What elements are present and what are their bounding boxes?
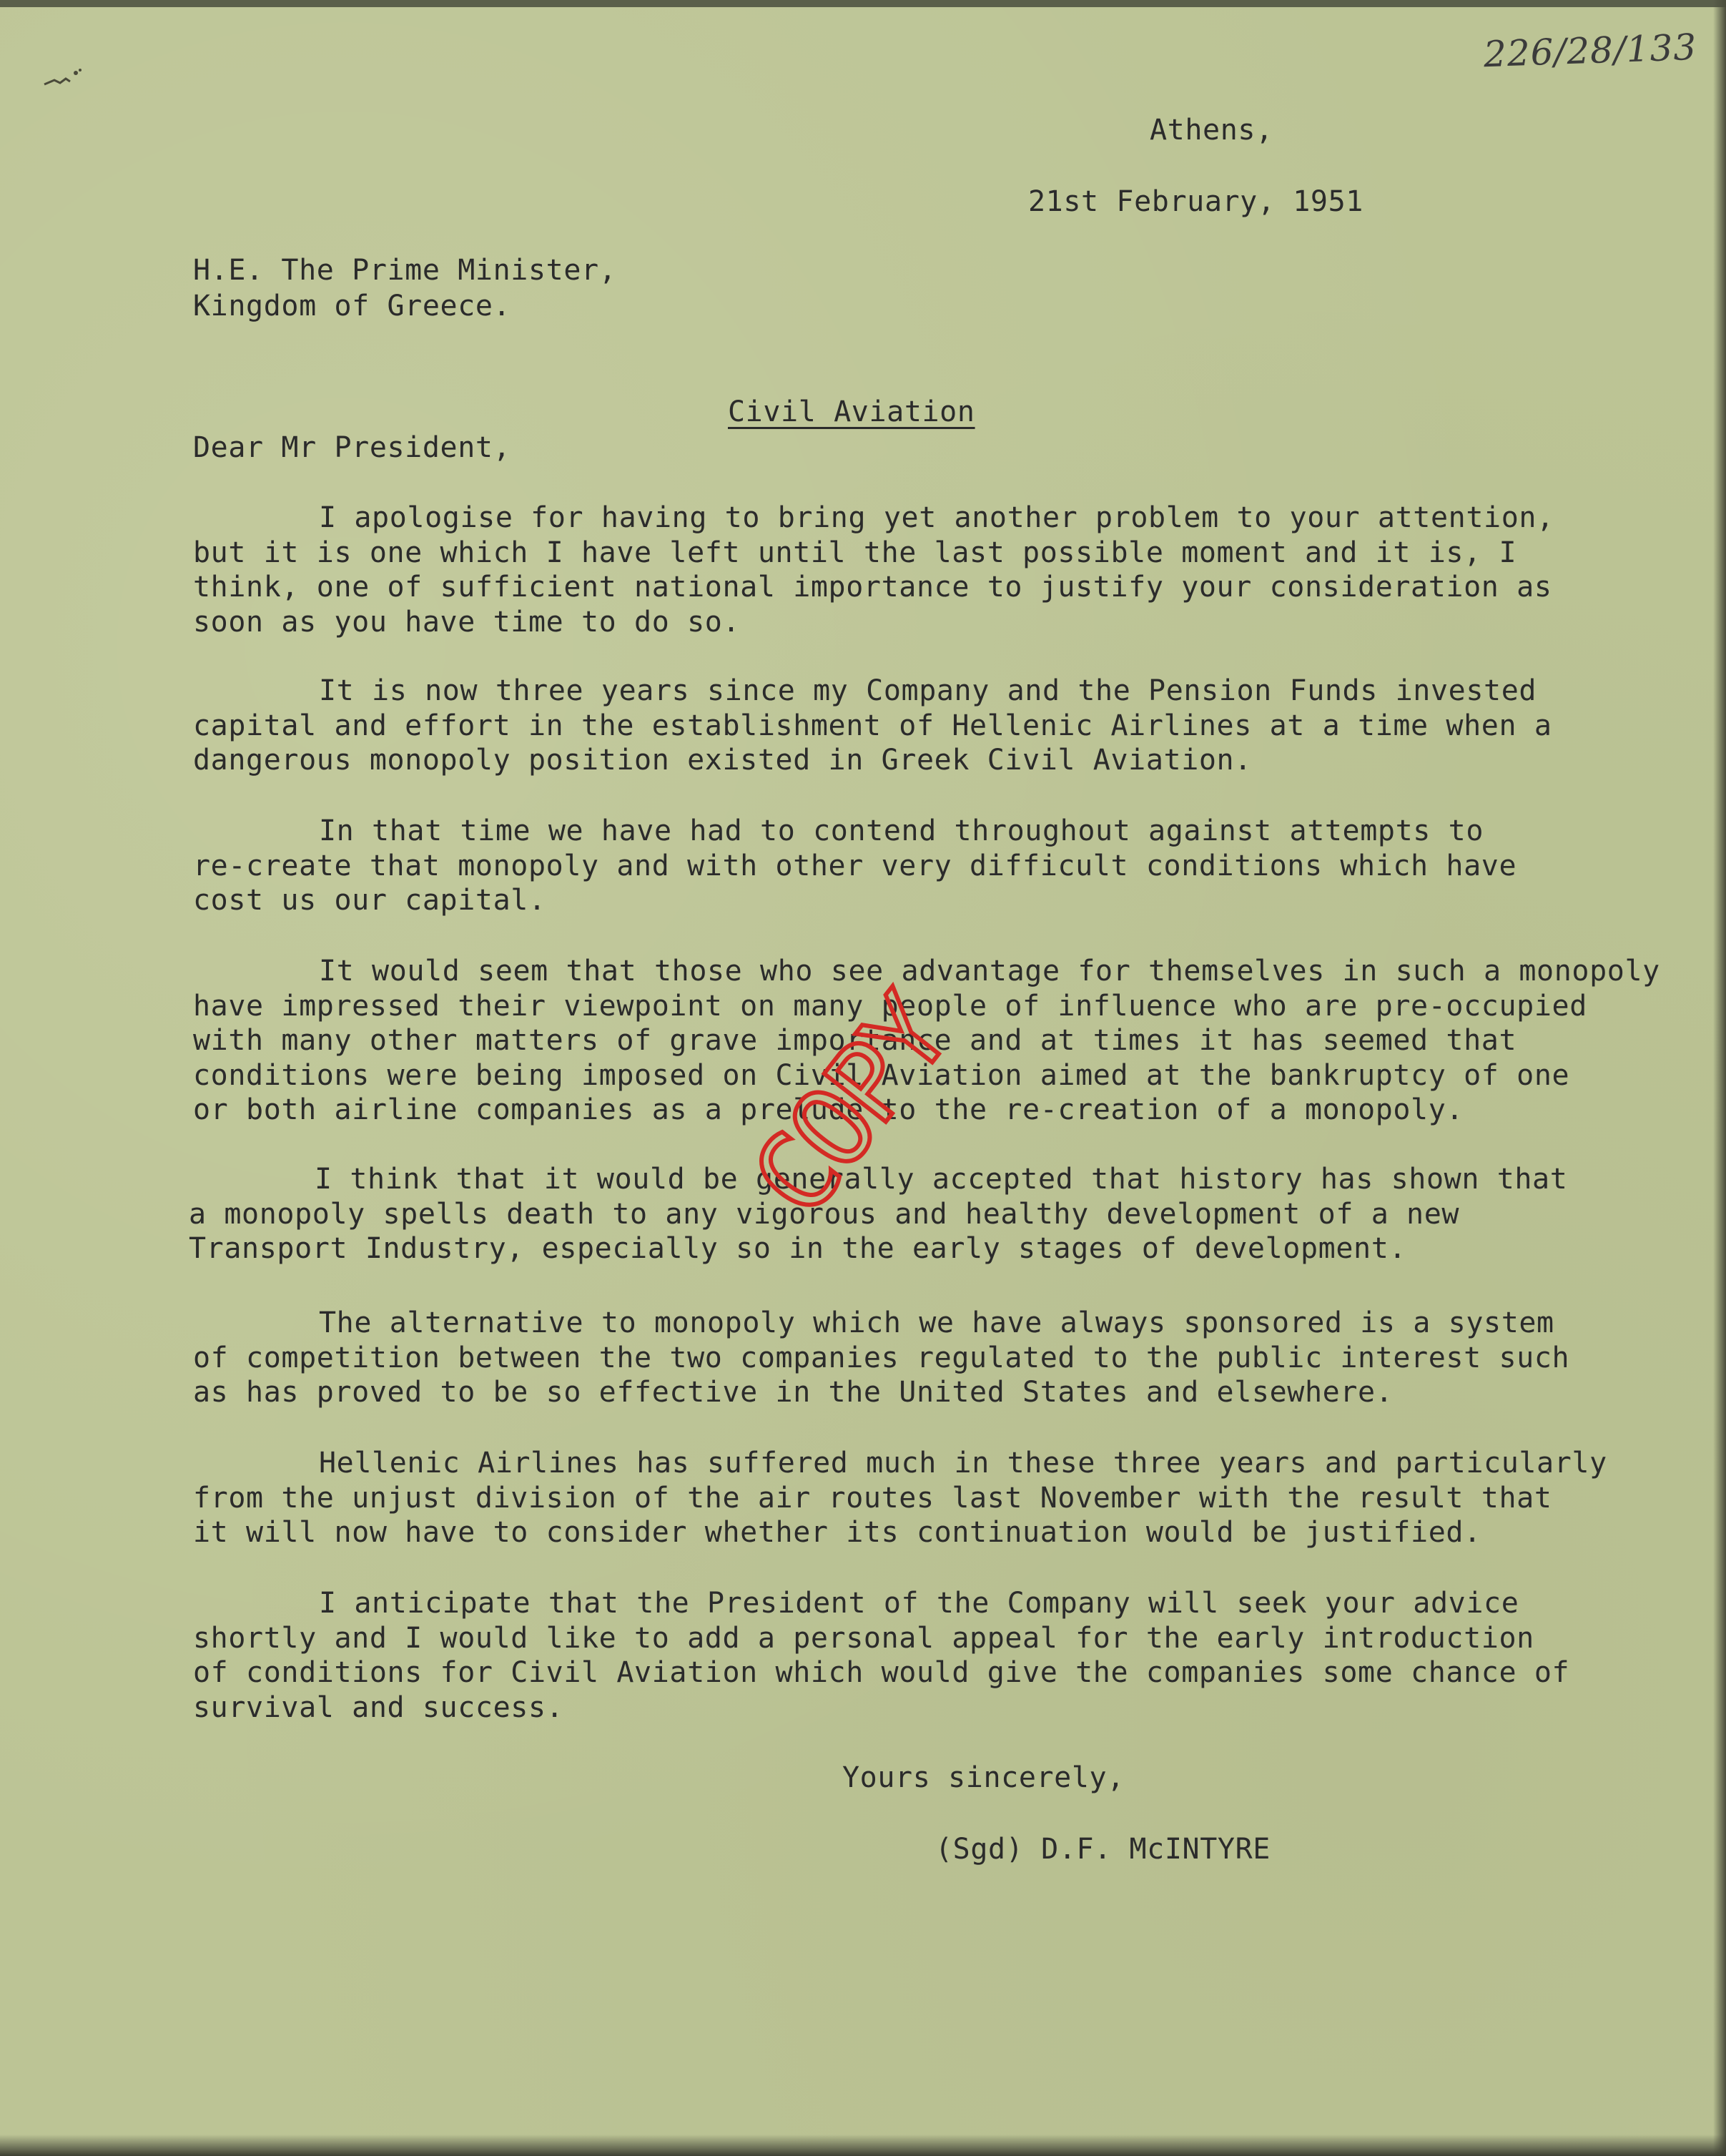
paragraph-line: dangerous monopoly position existed in Greek Civil Aviation. <box>193 744 1252 777</box>
paragraph-line: cost us our capital. <box>193 884 546 917</box>
paragraph-line: I think that it would be generally accepted that history has shown that <box>315 1163 1568 1196</box>
paragraph-1 <box>193 501 1702 639</box>
letter-date: 21st February, 1951 <box>1028 185 1363 218</box>
reference-number: 226/28/133 <box>1483 26 1698 76</box>
letter-signature: (Sgd) D.F. McINTYRE <box>935 1833 1271 1866</box>
scan-edge-right <box>1713 0 1726 2156</box>
ink-speck-icon <box>41 66 84 94</box>
copy-stamp-text: COPY <box>729 976 972 1239</box>
paragraph-line: I anticipate that the President of the Company will seek your advice <box>319 1587 1519 1620</box>
paragraph-line: have impressed their viewpoint on many people of influence who are pre-occupied <box>193 989 1587 1023</box>
paragraph-line: In that time we have had to contend throughout against attempts to <box>319 814 1484 847</box>
paragraph-2 <box>193 674 1702 778</box>
paragraph-line: of competition between the two companies regulated to the public interest such <box>193 1341 1570 1374</box>
paragraph-line: Transport Industry, especially so in the early stages of development. <box>189 1232 1407 1265</box>
paragraph-line: The alternative to monopoly which we have always sponsored is a system <box>319 1306 1554 1339</box>
paragraph-line: with many other matters of grave importance and at times it has seemed that <box>193 1024 1517 1057</box>
recipient-line-1: H.E. The Prime Minister, <box>193 254 617 287</box>
letter-place: Athens, <box>1150 114 1273 147</box>
scan-edge-top <box>0 0 1726 7</box>
paragraph-line: It would seem that those who see advantage for themselves in such a monopoly <box>319 955 1660 988</box>
paragraph-line: survival and success. <box>193 1690 564 1724</box>
letter-subject: Civil Aviation <box>728 395 975 428</box>
recipient-line-2: Kingdom of Greece. <box>193 290 511 323</box>
paragraph-8 <box>193 1586 1702 1725</box>
paragraph-line: of conditions for Civil Aviation which would give the companies some chance of <box>193 1656 1570 1689</box>
paragraph-line: soon as you have time to do so. <box>193 605 741 639</box>
paragraph-line: conditions were being imposed on Civil Aviation aimed at the bankruptcy of one <box>193 1058 1570 1092</box>
paragraph-line: shortly and I would like to add a personal appeal for the early introduction <box>193 1621 1534 1655</box>
paragraph-line: a monopoly spells death to any vigorous and healthy development of a new <box>189 1197 1460 1231</box>
paragraph-line: re-create that monopoly and with other very difficult conditions which have <box>193 849 1517 882</box>
paragraph-3 <box>193 814 1702 918</box>
paragraph-line: Hellenic Airlines has suffered much in these three years and particularly <box>319 1447 1607 1480</box>
paragraph-line: as has proved to be so effective in the United States and elsewhere. <box>193 1376 1394 1409</box>
paragraph-line: capital and effort in the establishment of Hellenic Airlines at a time when a <box>193 709 1552 742</box>
paragraph-line: think, one of sufficient national importance to justify your consideration as <box>193 571 1552 604</box>
paragraph-line: I apologise for having to bring yet another problem to your attention, <box>319 501 1554 534</box>
paragraph-line: It is now three years since my Company and the Pension Funds invested <box>319 674 1537 707</box>
paragraph-line: or both airline companies as a prelude to the re-creation of a monopoly. <box>193 1093 1464 1126</box>
paragraph-line: it will now have to consider whether its continuation would be justified. <box>193 1516 1481 1549</box>
paragraph-line: but it is one which I have left until the last possible moment and it is, I <box>193 536 1517 569</box>
letter-closing: Yours sincerely, <box>842 1761 1125 1794</box>
scan-edge-bottom <box>0 2135 1726 2156</box>
paragraph-7 <box>193 1446 1702 1550</box>
copy-stamp <box>701 915 1072 1287</box>
paragraph-6 <box>193 1306 1702 1410</box>
letter-salutation: Dear Mr President, <box>193 431 511 464</box>
paragraph-line: from the unjust division of the air routes last November with the result that <box>193 1481 1552 1515</box>
